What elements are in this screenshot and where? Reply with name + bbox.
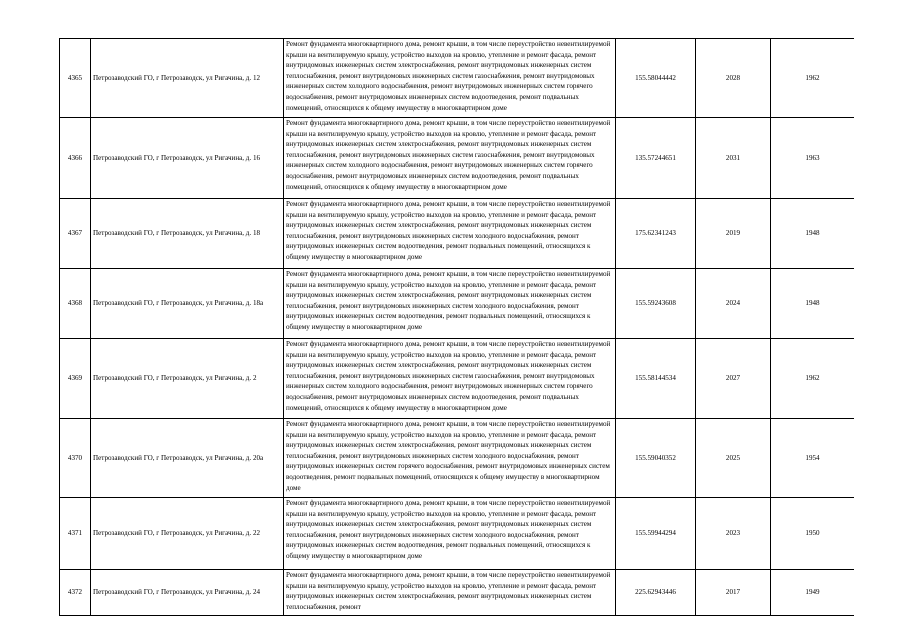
work-types-cell: Ремонт фундамента многоквартирного дома, ремонт крыши, в том числе переустройство невентилируемой крыши на вентилируемую крышу, устройство выходов на кровлю, утепление и ремонт фасада, ремонт внутридомовых инженерных систем электроснабжения, ремонт внутридомовых инженерных систем теплоснабжения, ремонт внутридомовых инженерных систем холодного водоснабжения, ремонт внутридомовых инженерных систем водоотведения, ремонт подвальных помещений, относящихся к общему имуществу в многоквартирном доме — [284, 199, 616, 269]
built-year-cell: 1962 — [771, 339, 855, 419]
row-number: 4372 — [60, 570, 91, 616]
table-row — [60, 269, 855, 339]
table-row — [60, 39, 855, 118]
address-cell: Петрозаводский ГО, г Петрозаводск, ул Ригачина, д. 18 — [91, 199, 284, 269]
built-year-cell: 1954 — [771, 419, 855, 498]
cost-cell: 155.59040352 — [616, 419, 696, 498]
row-number: 4365 — [60, 39, 91, 118]
repair-year-cell: 2019 — [696, 199, 771, 269]
table-row — [60, 419, 855, 498]
work-types-cell: Ремонт фундамента многоквартирного дома, ремонт крыши, в том числе переустройство невентилируемой крыши на вентилируемую крышу, устройство выходов на кровлю, утепление и ремонт фасада, ремонт внутридомовых инженерных систем электроснабжения, ремонт внутридомовых инженерных систем теплоснабжения, ремонт внутридомовых инженерных систем газоснабжения, ремонт внутридомовых инженерных систем холодного водоснабжения, ремонт внутридомовых инженерных систем горячего водоснабжения, ремонт внутридомовых инженерных систем водоотведения, ремонт подвальных помещений, относящихся к общему имуществу в многоквартирном доме — [284, 118, 616, 199]
address-cell: Петрозаводский ГО, г Петрозаводск, ул Ригачина, д. 2 — [91, 339, 284, 419]
work-types-cell: Ремонт фундамента многоквартирного дома, ремонт крыши, в том числе переустройство невентилируемой крыши на вентилируемую крышу, устройство выходов на кровлю, утепление и ремонт фасада, ремонт внутридомовых инженерных систем электроснабжения, ремонт внутридомовых инженерных систем теплоснабжения, ремонт внутридомовых инженерных систем газоснабжения, ремонт внутридомовых инженерных систем холодного водоснабжения, ремонт внутридомовых инженерных систем горячего водоснабжения, ремонт внутридомовых инженерных систем водоотведения, ремонт подвальных помещений, относящихся к общему имуществу в многоквартирном доме — [284, 39, 616, 118]
work-types-cell: Ремонт фундамента многоквартирного дома, ремонт крыши, в том числе переустройство невентилируемой крыши на вентилируемую крышу, устройство выходов на кровлю, утепление и ремонт фасада, ремонт внутридомовых инженерных систем электроснабжения, ремонт внутридомовых инженерных систем теплоснабжения, ремонт внутридомовых инженерных систем холодного водоснабжения, ремонт внутридомовых инженерных систем водоотведения, ремонт подвальных помещений, относящихся к общему имуществу в многоквартирном доме — [284, 498, 616, 570]
cost-cell: 155.59944294 — [616, 498, 696, 570]
work-types-cell: Ремонт фундамента многоквартирного дома, ремонт крыши, в том числе переустройство невентилируемой крыши на вентилируемую крышу, устройство выходов на кровлю, утепление и ремонт фасада, ремонт внутридомовых инженерных систем электроснабжения, ремонт внутридомовых инженерных систем теплоснабжения, ремонт внутридомовых инженерных систем холодного водоснабжения, ремонт внутридомовых инженерных систем горячего водоснабжения, ремонт внутридомовых инженерных систем водоотведения, ремонт подвальных помещений, относящихся к общему имуществу в многоквартирном доме — [284, 419, 616, 498]
row-number: 4368 — [60, 269, 91, 339]
built-year-cell: 1950 — [771, 498, 855, 570]
repair-year-cell: 2025 — [696, 419, 771, 498]
cost-cell: 225.62943446 — [616, 570, 696, 616]
cost-cell: 155.58044442 — [616, 39, 696, 118]
cost-cell: 175.62341243 — [616, 199, 696, 269]
repair-year-cell: 2024 — [696, 269, 771, 339]
repair-year-cell: 2017 — [696, 570, 771, 616]
address-cell: Петрозаводский ГО, г Петрозаводск, ул Ригачина, д. 16 — [91, 118, 284, 199]
table-row — [60, 498, 855, 570]
built-year-cell: 1962 — [771, 39, 855, 118]
table-row — [60, 199, 855, 269]
row-number: 4369 — [60, 339, 91, 419]
address-cell: Петрозаводский ГО, г Петрозаводск, ул Ригачина, д. 18а — [91, 269, 284, 339]
cost-cell: 135.57244651 — [616, 118, 696, 199]
work-types-cell: Ремонт фундамента многоквартирного дома, ремонт крыши, в том числе переустройство невентилируемой крыши на вентилируемую крышу, устройство выходов на кровлю, утепление и ремонт фасада, ремонт внутридомовых инженерных систем электроснабжения, ремонт внутридомовых инженерных систем теплоснабжения, ремонт внутридомовых инженерных систем холодного водоснабжения, ремонт внутридомовых инженерных систем водоотведения, ремонт подвальных помещений, относящихся к общему имуществу в многоквартирном доме — [284, 269, 616, 339]
address-cell: Петрозаводский ГО, г Петрозаводск, ул Ригачина, д. 24 — [91, 570, 284, 616]
table-row — [60, 118, 855, 199]
document-page — [59, 38, 854, 640]
cost-cell: 155.59243608 — [616, 269, 696, 339]
table-row — [60, 570, 855, 616]
address-cell: Петрозаводский ГО, г Петрозаводск, ул Ригачина, д. 20а — [91, 419, 284, 498]
cost-cell: 155.58144534 — [616, 339, 696, 419]
row-number: 4366 — [60, 118, 91, 199]
repair-year-cell: 2028 — [696, 39, 771, 118]
address-cell: Петрозаводский ГО, г Петрозаводск, ул Ригачина, д. 12 — [91, 39, 284, 118]
repair-year-cell: 2027 — [696, 339, 771, 419]
built-year-cell: 1963 — [771, 118, 855, 199]
work-types-cell: Ремонт фундамента многоквартирного дома, ремонт крыши, в том числе переустройство невентилируемой крыши на вентилируемую крышу, устройство выходов на кровлю, утепление и ремонт фасада, ремонт внутридомовых инженерных систем электроснабжения, ремонт внутридомовых инженерных систем теплоснабжения, ремонт — [284, 570, 616, 616]
table-row — [60, 339, 855, 419]
repair-year-cell: 2031 — [696, 118, 771, 199]
address-cell: Петрозаводский ГО, г Петрозаводск, ул Ригачина, д. 22 — [91, 498, 284, 570]
repair-year-cell: 2023 — [696, 498, 771, 570]
work-types-cell: Ремонт фундамента многоквартирного дома, ремонт крыши, в том числе переустройство невентилируемой крыши на вентилируемую крышу, устройство выходов на кровлю, утепление и ремонт фасада, ремонт внутридомовых инженерных систем электроснабжения, ремонт внутридомовых инженерных систем теплоснабжения, ремонт внутридомовых инженерных систем газоснабжения, ремонт внутридомовых инженерных систем холодного водоснабжения, ремонт внутридомовых инженерных систем горячего водоснабжения, ремонт внутридомовых инженерных систем водоотведения, ремонт подвальных помещений, относящихся к общему имуществу в многоквартирном доме — [284, 339, 616, 419]
row-number: 4371 — [60, 498, 91, 570]
row-number: 4367 — [60, 199, 91, 269]
built-year-cell: 1948 — [771, 199, 855, 269]
row-number: 4370 — [60, 419, 91, 498]
built-year-cell: 1948 — [771, 269, 855, 339]
repair-program-table — [59, 38, 854, 616]
built-year-cell: 1949 — [771, 570, 855, 616]
